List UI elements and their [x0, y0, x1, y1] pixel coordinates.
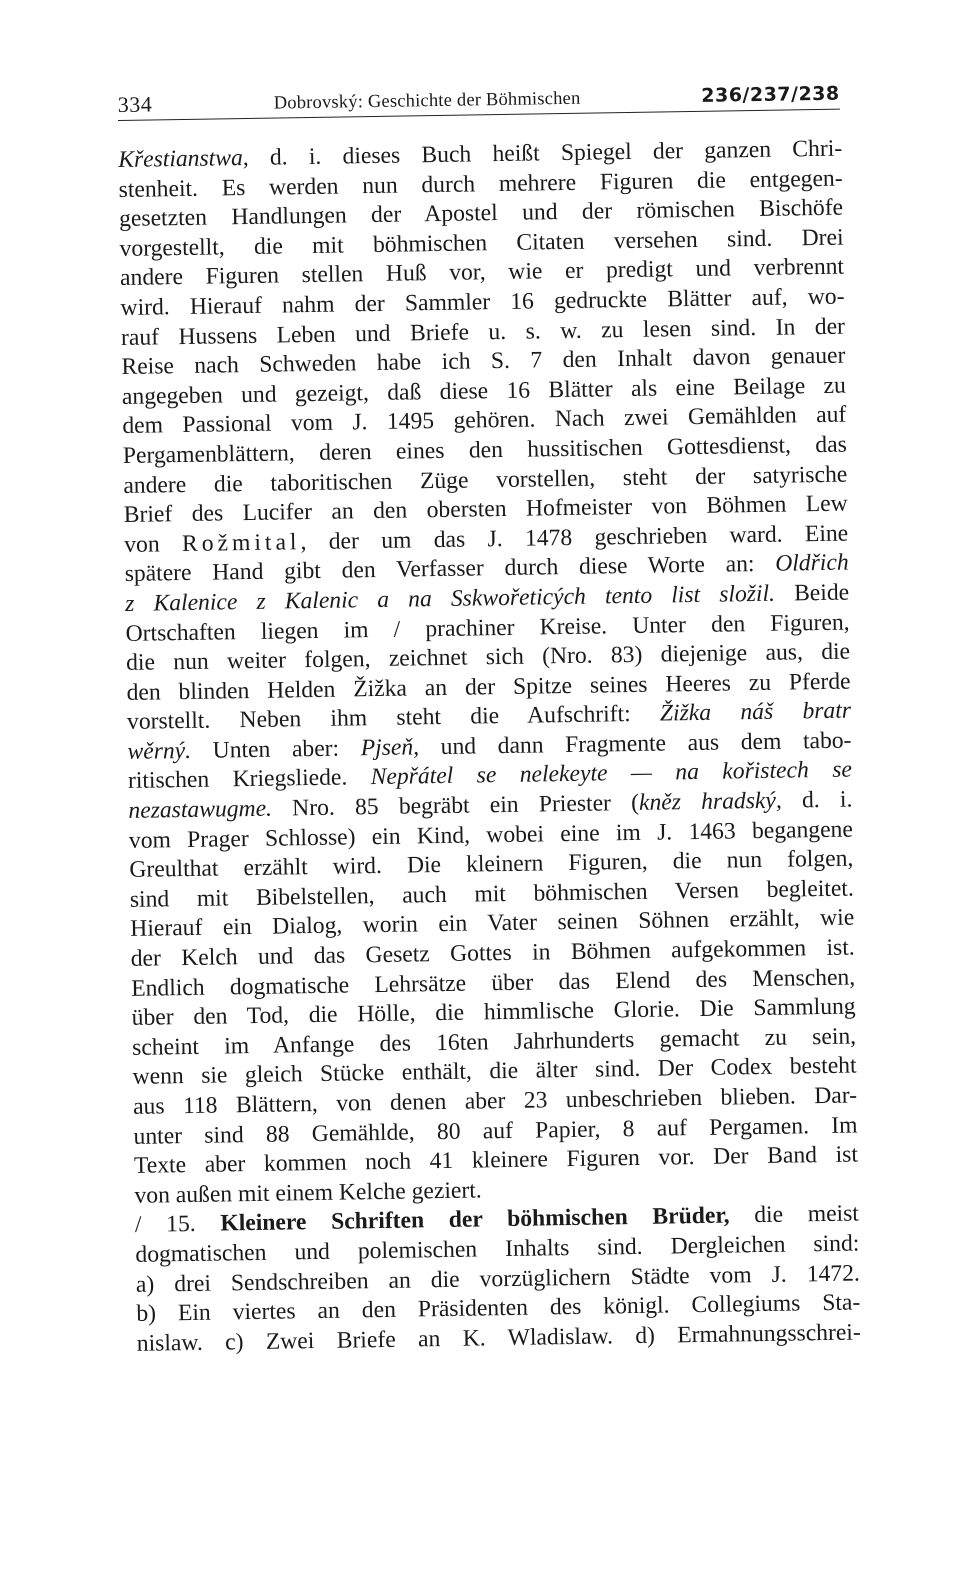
page-body — [118, 135, 861, 1360]
text-segment: über den Tod, die Hölle, die himmlische Glorie. Die Sammlung — [131, 993, 856, 1032]
italic-text: nezastawugme. — [128, 795, 273, 824]
text-segment: Hierauf ein Dialog, worin ein Vater seinen Söhnen erzählt, wie — [130, 904, 855, 943]
text-segment: Reise nach Schweden habe ich S. 7 den Inhalt davon genauer — [121, 342, 846, 381]
text-segment: Nro. 85 begräbt ein Priester ( — [271, 789, 640, 822]
text-segment: Unten aber: — [190, 735, 361, 764]
text-segment: den blinden Helden Žižka an der Spitze seines Heeres zu Pferde — [126, 668, 851, 706]
text-segment: d. i. dieses Buch heißt Spiegel der ganzen Chri- — [248, 135, 843, 171]
italic-text: Žižka náš bratr — [659, 697, 852, 727]
text-segment: wird. Hierauf nahm der Sammler 16 gedruckte Blätter auf, wo- — [120, 283, 845, 321]
text-segment: / 15. — [134, 1210, 221, 1239]
text-segment: d. i. — [781, 786, 853, 814]
text-segment: gesetzten Handlungen der Apostel und der römischen Bischöfe — [118, 194, 844, 233]
page-header — [117, 75, 839, 121]
text-segment: stenheit. Es werden nun durch mehrere Figuren die entgegen- — [118, 165, 843, 203]
text-segment: angegeben und gezeigt, daß diese 16 Blätter als eine Beilage zu — [121, 372, 847, 410]
text-segment: die nun weiter folgen, zeichnet sich (Nro. 83) diejenige aus, die — [125, 638, 851, 677]
text-segment: dem Passional vom J. 1495 gehören. Nach zwei Gemählden auf — [122, 401, 847, 440]
text-segment: andere die taboritischen Züge vorstellen, steht der satyrische — [123, 461, 848, 499]
spaced-name: Rožmital — [181, 528, 301, 557]
section-heading: Kleinere Schriften der böhmischen Brüder, — [220, 1202, 730, 1237]
text-segment: nislaw. c) Zwei Briefe an K. Wladislaw. d) Ermahnungsschrei- — [136, 1319, 861, 1357]
italic-text: wěrný. — [127, 737, 192, 765]
text-segment: vorstellt. Neben ihm steht die Aufschrift: — [126, 700, 661, 736]
italic-text: Nepřátel se nelekeyte — na kořistech se — [370, 757, 853, 791]
text-segment: scheint im Anfange des 16ten Jahrhunderts gemacht zu sein, — [131, 1023, 857, 1061]
text-segment: rauf Hussens Leben und Briefe u. s. w. zu lesen sind. In der — [120, 313, 846, 351]
text-segment: unter sind 88 Gemählde, 80 auf Papier, 8 auf Pergamen. Im — [133, 1112, 858, 1150]
text-segment: Endlich dogmatische Lehrsätze über das Elend des Menschen, — [131, 964, 856, 1002]
text-segment: sind mit Bibelstellen, auch mit böhmischen Versen begleitet. — [129, 875, 854, 913]
text-segment: aus 118 Blättern, von denen aber 23 unbeschrieben blieben. Dar- — [132, 1082, 858, 1120]
italic-text: z Kalenice z Kalenic a na Sskwořeticých tento list složil. — [124, 580, 776, 617]
italic-text: Oldřich — [775, 549, 849, 578]
text-segment: Brief des Lucifer an den obersten Hofmeister von Böhmen Lew — [123, 490, 848, 529]
text-segment: und dann Fragmente aus dem tabo- — [418, 727, 852, 761]
text-segment: die meist — [729, 1200, 860, 1229]
text-segment: vom Prager Schlosse) ein Kind, wobei eine im J. 1463 begangene — [128, 816, 854, 854]
italic-text: Pjseň, — [360, 734, 420, 762]
text-segment: , der um das J. 1478 geschrieben ward. Eine — [300, 520, 849, 555]
text-segment: spätere Hand gibt den Verfasser durch diese Worte an: — [124, 551, 776, 588]
text-segment: wenn sie gleich Stücke enthält, die älter sind. Der Codex besteht — [132, 1052, 857, 1091]
text-segment: ritischen Kriegsliede. — [127, 764, 371, 795]
text-segment: Greulthat erzählt wird. Die kleinern Figuren, die nun folgen, — [129, 845, 854, 884]
running-title: Dobrovský: Geschichte der Böhmischen — [273, 88, 581, 114]
text-segment: b) Ein viertes an den Präsidenten des königl. Collegiums Sta- — [136, 1289, 861, 1328]
italic-text: Křestianstwa, — [118, 144, 249, 173]
page-references: 236/237/238 — [701, 82, 840, 107]
text-segment: vorgestellt, die mit böhmischen Citaten versehen sind. Drei — [119, 224, 844, 262]
italic-text: kněz hradský, — [638, 787, 782, 816]
text-segment: Pergamenblättern, deren eines den hussitischen Gottesdienst, das — [122, 431, 847, 469]
text-segment: Texte aber kommen noch 41 kleinere Figuren vor. Der Band ist — [133, 1141, 859, 1180]
text-segment: von außen mit einem Kelche geziert. — [134, 1177, 482, 1209]
text-segment: a) drei Sendschreiben an die vorzüglichern Städte vom J. 1472. — [135, 1260, 860, 1298]
text-segment: dogmatischen und polemischen Inhalts sind. Dergleichen sind: — [135, 1230, 860, 1268]
text-segment: der Kelch und das Gesetz Gottes in Böhmen aufgekommen ist. — [130, 934, 855, 972]
text-segment: Ortschaften liegen im / prachiner Kreise. Unter den Figuren, — [125, 609, 850, 647]
text-segment: von — [124, 530, 183, 558]
text-segment: Beide — [774, 579, 850, 607]
page-number: 334 — [117, 91, 153, 118]
text-segment: andere Figuren stellen Huß vor, wie er predigt und verbrennt — [119, 253, 845, 292]
